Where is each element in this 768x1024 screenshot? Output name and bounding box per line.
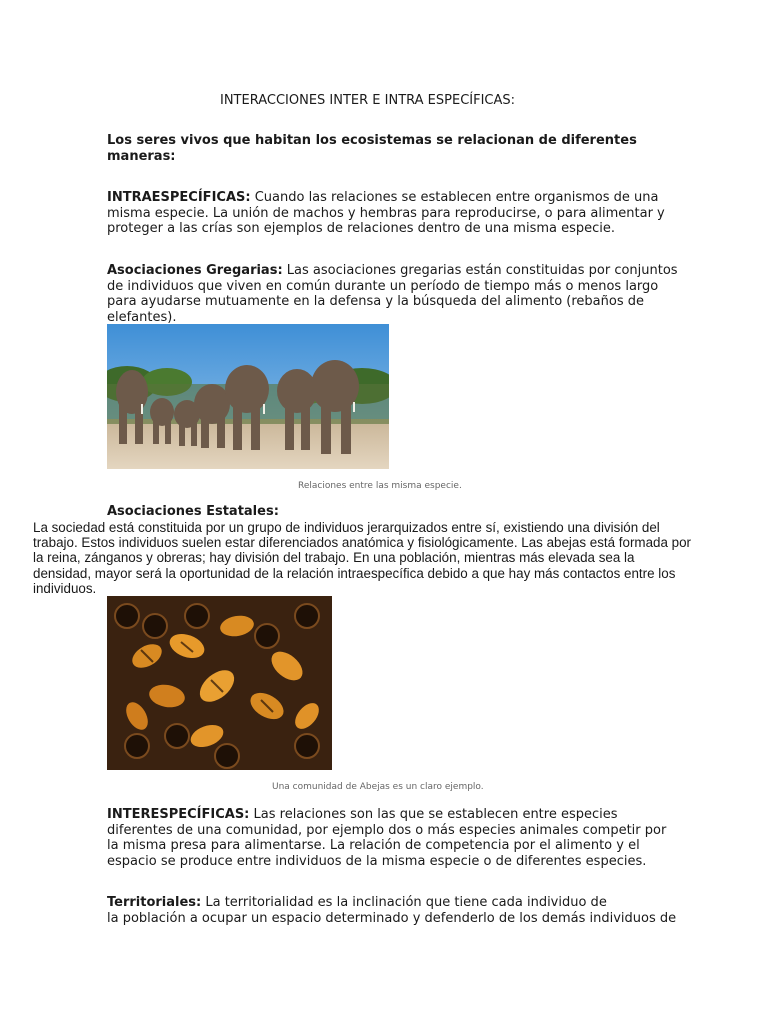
territoriales-line: la población a ocupar un espacio determinado y defenderlo de los demás individuos de: [107, 910, 677, 926]
intra-line: misma especie. La unión de machos y hembras para reproducirse, o para alimentar y: [107, 205, 665, 221]
estatales-line: densidad, mayor será la oportunidad de la relación intraespecífica debido a que hay más contactos entre los: [33, 565, 676, 581]
elephants-caption: Relaciones entre las misma especie.: [298, 481, 462, 491]
estatales-line: la reina, zánganos y obreras; hay división del trabajo. En una población, mientras más elevada sea la: [33, 550, 635, 566]
inter-heading: INTERESPECÍFICAS:: [107, 807, 250, 822]
estatales-line: individuos.: [33, 580, 97, 596]
inter-line: la misma presa para alimentarse. La relación de competencia por el alimento y el: [107, 838, 640, 853]
intro-paragraph: [107, 133, 637, 164]
intro-line: maneras:: [107, 148, 176, 164]
estatales-line: La sociedad está constituida por un grupo de individuos jerarquizados entre sí, existiendo una división del: [33, 520, 660, 535]
intro-line: Los seres vivos que habitan los ecosistemas se relacionan de diferentes: [107, 133, 637, 148]
honeycomb-bees-illustration: [107, 596, 332, 770]
inter-line: diferentes de una comunidad, por ejemplo dos o más especies animales competir por: [107, 822, 667, 838]
gregarias-paragraph: [107, 263, 678, 325]
territoriales-paragraph: [107, 895, 676, 926]
page-title: INTERACCIONES INTER E INTRA ESPECÍFICAS:: [220, 93, 516, 108]
estatales-line: trabajo. Estos individuos suelen estar diferenciados anatómica y fisiológicamente. Las abejas está formada por: [33, 535, 691, 551]
estatales-heading: Asociaciones Estatales:: [107, 504, 279, 519]
estatales-paragraph: [33, 520, 691, 596]
elephant-herd-illustration: [107, 324, 389, 469]
intra-line: Cuando las relaciones se establecen entre organismos de una: [250, 190, 659, 205]
inter-line: espacio se produce entre individuos de la misma especie o de diferentes especies.: [107, 853, 647, 869]
gregarias-line: de individuos que viven en común durante un período de tiempo más o menos largo: [107, 278, 659, 294]
gregarias-line: para ayudarse mutuamente en la defensa y la búsqueda del alimento (rebaños de: [107, 294, 644, 309]
intra-heading: INTRAESPECÍFICAS:: [107, 190, 251, 205]
territoriales-heading: Territoriales:: [107, 895, 202, 910]
gregarias-heading: Asociaciones Gregarias:: [107, 263, 283, 278]
inter-line: Las relaciones son las que se establecen entre especies: [249, 807, 618, 822]
bees-photo: [107, 596, 332, 770]
gregarias-line: elefantes).: [107, 309, 177, 325]
elephants-photo: [107, 324, 389, 469]
territoriales-line: La territorialidad es la inclinación que tiene cada individuo de: [201, 895, 607, 910]
bees-caption: Una comunidad de Abejas es un claro ejemplo.: [272, 782, 484, 792]
intra-line: proteger a las crías son ejemplos de relaciones dentro de una misma especie.: [107, 221, 616, 236]
gregarias-line: Las asociaciones gregarias están constituidas por conjuntos: [282, 263, 678, 278]
inter-paragraph: [107, 807, 666, 869]
intra-paragraph: [107, 190, 665, 237]
